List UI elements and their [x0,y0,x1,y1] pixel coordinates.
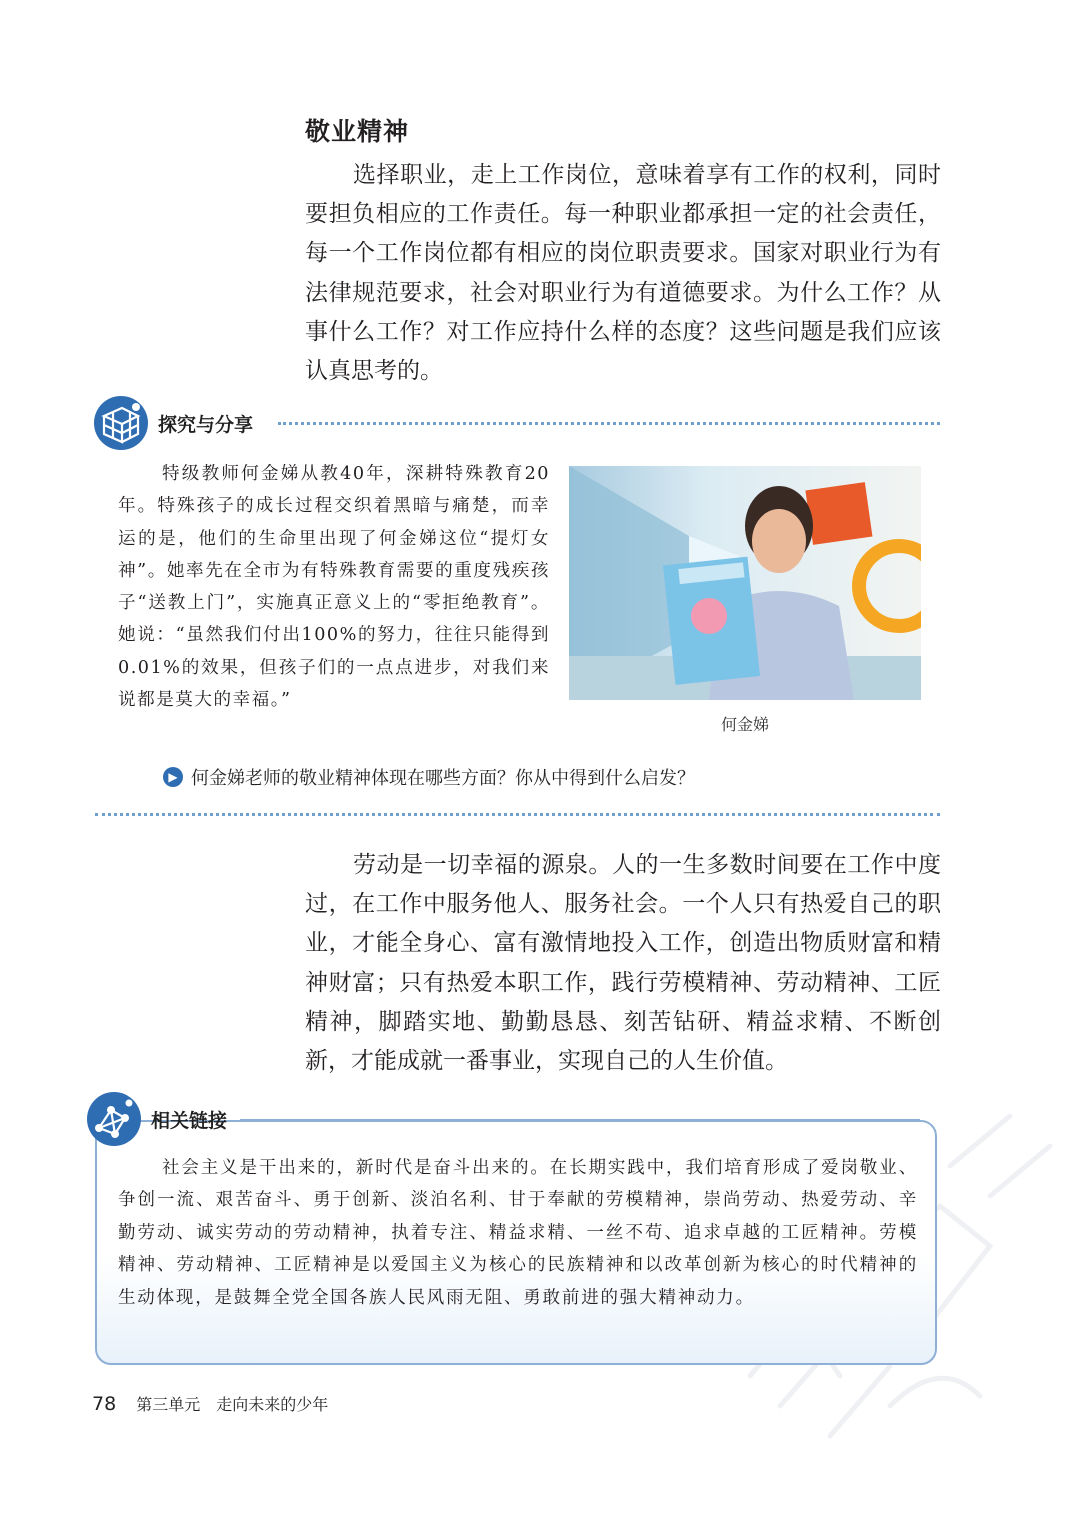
related-link-text: 社会主义是干出来的，新时代是奋斗出来的。在长期实践中，我们培育形成了爱岗敬业、争创一流、艰苦奋斗、勇于创新、淡泊名利、甘于奉献的劳模精神，崇尚劳动、热爱劳动、辛勤劳动、诚实劳动的劳动精神，执着专注、精益求精、一丝不苟、追求卓越的工匠精神。劳模精神、劳动精神、工匠精神是以爱国主义为核心的民族精神和以改革创新为核心的时代精神的生动体现，是鼓舞全党全国各族人民风雨无阻、勇敢前进的强大精神动力。 [118,1158,918,1308]
question-text: 何金娣老师的敬业精神体现在哪些方面？你从中得到什么启发？ [191,768,695,789]
explore-divider-bottom [95,813,940,816]
page-footer [92,1392,328,1415]
related-link-header-line [240,1119,920,1121]
unit-title: 走向未来的少年 [216,1395,329,1414]
body-paragraph-1: 选择职业，走上工作岗位，意味着享有工作的权利，同时要担负相应的工作责任。每一种职业都承担一定的社会责任，每一个工作岗位都有相应的岗位职责要求。国家对职业行为有法律规范要求，社会对职业行为有道德要求。为什么工作？从事什么工作？对工作应持什么样的态度？这些问题是我们应该认真思考的。 [305,162,941,385]
explore-label: 探究与分享 [158,413,254,436]
page-number: 78 [92,1393,117,1415]
related-link-header [85,1090,227,1148]
section-title: 敬业精神 [305,117,410,146]
explore-cube-icon [92,394,150,452]
link-network-icon [85,1090,143,1148]
teacher-photo [569,466,921,700]
case-text: 特级教师何金娣从教40年，深耕特殊教育20年。特殊孩子的成长过程交织着黑暗与痛楚，而幸运的是，他们的生命里出现了何金娣这位“提灯女神”。她率先在全市为有特殊教育需要的重度残疾孩子“送教上门”，实施真正意义上的“零拒绝教育”。她说：“虽然我们付出100%的努力，往往只能得到0.01%的效果，但孩子们的一点点进步，对我们来说都是莫大的幸福。” [118,464,550,711]
unit-label: 第三单元 [136,1395,201,1414]
explore-header [92,394,253,452]
arrow-right-icon: ▶ [163,767,183,787]
explore-divider-top [278,422,940,425]
related-link-label: 相关链接 [151,1109,228,1132]
question-prompt [163,764,695,790]
body-paragraph-2: 劳动是一切幸福的源泉。人的一生多数时间要在工作中度过，在工作中服务他人、服务社会。一个人只有热爱自己的职业，才能全身心、富有激情地投入工作，创造出物质财富和精神财富；只有热爱本职工作，践行劳模精神、劳动精神、工匠精神，脚踏实地、勤勤恳恳、刻苦钻研、精益求精、不断创新，才能成就一番事业，实现自己的人生价值。 [305,852,941,1075]
photo-caption: 何金娣 [720,715,769,734]
